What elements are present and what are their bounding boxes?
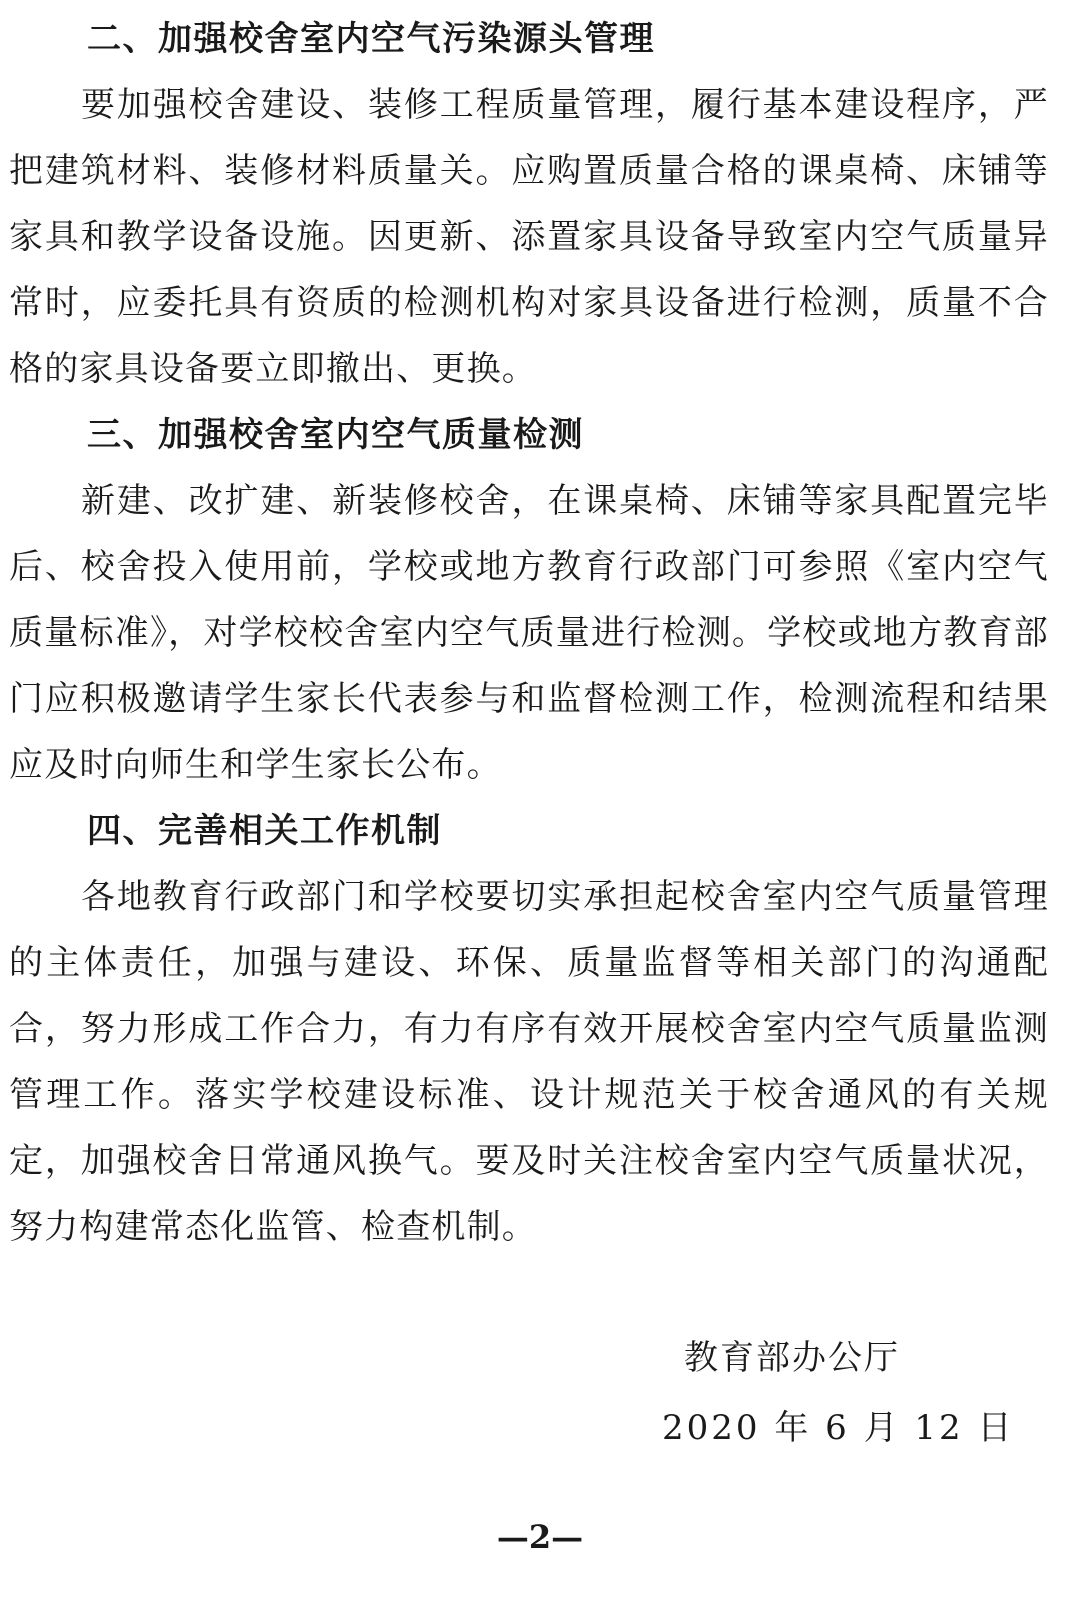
section-heading-3: 三、加强校舍室内空气质量检测 <box>87 415 584 455</box>
issuing-organization: 教育部办公厅 <box>684 1338 900 1378</box>
section-paragraph-3: 新建、改扩建、新装修校舍，在课桌椅、床铺等家具配置完毕后、校舍投入使用前，学校或地方教育行政部门可参照《室内空气质量标准》，对学校校舍室内空气质量进行检测。学校或地方教育部门应积极邀请学生家长代表参与和监督检测工作，检测流程和结果应及时向师生和学生家长公布。 <box>9 481 1049 785</box>
section-heading-2: 二、加强校舍室内空气污染源头管理 <box>87 19 655 59</box>
document-body <box>9 6 1049 1260</box>
section-paragraph-4: 各地教育行政部门和学校要切实承担起校舍室内空气质量管理的主体责任，加强与建设、环保、质量监督等相关部门的沟通配合，努力形成工作合力，有力有序有效开展校舍室内空气质量监测管理工作。落实学校建设标准、设计规范关于校舍通风的有关规定，加强校舍日常通风换气。要及时关注校舍室内空气质量状况，努力构建常态化监管、检查机制。 <box>9 877 1049 1247</box>
section-paragraph-2: 要加强校舍建设、装修工程质量管理，履行基本建设程序，严把建筑材料、装修材料质量关。应购置质量合格的课桌椅、床铺等家具和教学设备设施。因更新、添置家具设备导致室内空气质量异常时，应委托具有资质的检测机构对家具设备进行检测，质量不合格的家具设备要立即撤出、更换。 <box>9 85 1049 389</box>
page-number: —2— <box>496 1518 584 1556</box>
section-heading-4: 四、完善相关工作机制 <box>87 811 442 851</box>
issue-date: 2020 年 6 月 12 日 <box>662 1408 1015 1448</box>
